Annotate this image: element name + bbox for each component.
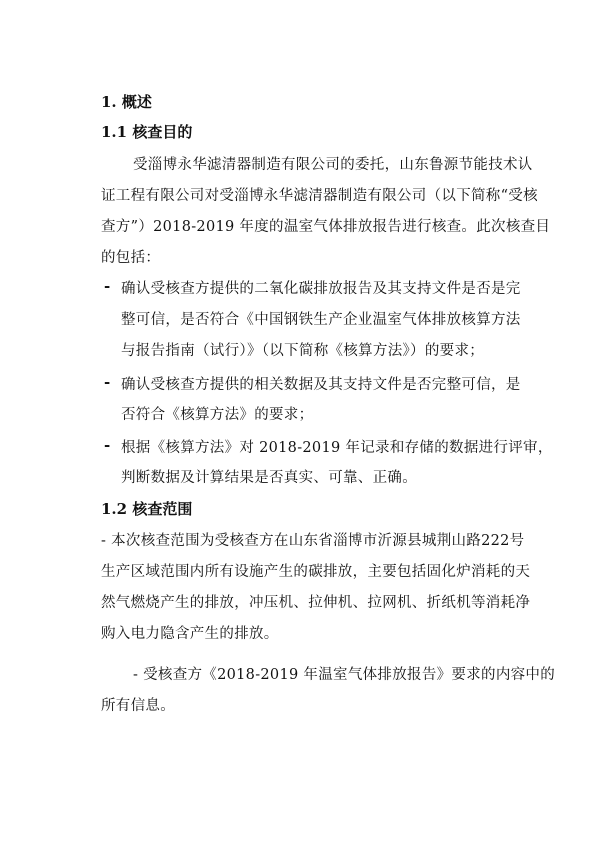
section-1-2-heading: 1.2 核查范围 [101,500,193,518]
bullet-line: 判断数据及计算结果是否真实、可靠、正确。 [121,470,417,486]
scope-line: - 本次核查范围为受核查方在山东省淄博市沂源县城荆山路222号 [101,533,525,549]
section-1-1-heading: 1.1 核查目的 [101,123,193,141]
bullet-line: 与报告指南（试行）》（以下简称《核算方法》）的要求； [121,343,485,359]
bullet-marker: - [104,373,111,391]
scope-line: 购入电力隐含产生的排放。 [101,626,279,642]
paragraph-line: 的包括： [101,250,161,266]
bullet-marker: - [104,436,111,454]
bullet-line: 确认受核查方提供的二氧化碳排放报告及其支持文件是否是完 [121,281,521,297]
bullet-line: 否符合《核算方法》的要求； [121,407,314,423]
bullet-line: 整可信，是否符合《中国钢铁生产企业温室气体排放核算方法 [121,312,521,328]
scope-line: - 受核查方《2018-2019 年温室气体排放报告》要求的内容中的 [133,667,556,683]
scope-line: 然气燃烧产生的排放，冲压机、拉伸机、拉网机、折纸机等消耗净 [101,595,531,611]
scope-line: 生产区域范围内所有设施产生的碳排放，主要包括固化炉消耗的天 [101,564,531,580]
bullet-line: 根据《核算方法》对 2018-2019 年记录和存储的数据进行评审， [121,440,553,456]
section-1-heading: 1. 概述 [101,93,152,111]
paragraph-line: 查方”）2018-2019 年度的温室气体排放报告进行核查。此次核查目 [101,219,551,235]
paragraph-line: 证工程有限公司对受淄博永华滤清器制造有限公司（以下简称“受核 [101,188,538,204]
scope-line: 所有信息。 [101,698,175,714]
paragraph-line: 受淄博永华滤清器制造有限公司的委托，山东鲁源节能技术认 [133,157,533,173]
bullet-marker: - [104,277,111,295]
bullet-line: 确认受核查方提供的相关数据及其支持文件是否完整可信，是 [121,377,521,393]
